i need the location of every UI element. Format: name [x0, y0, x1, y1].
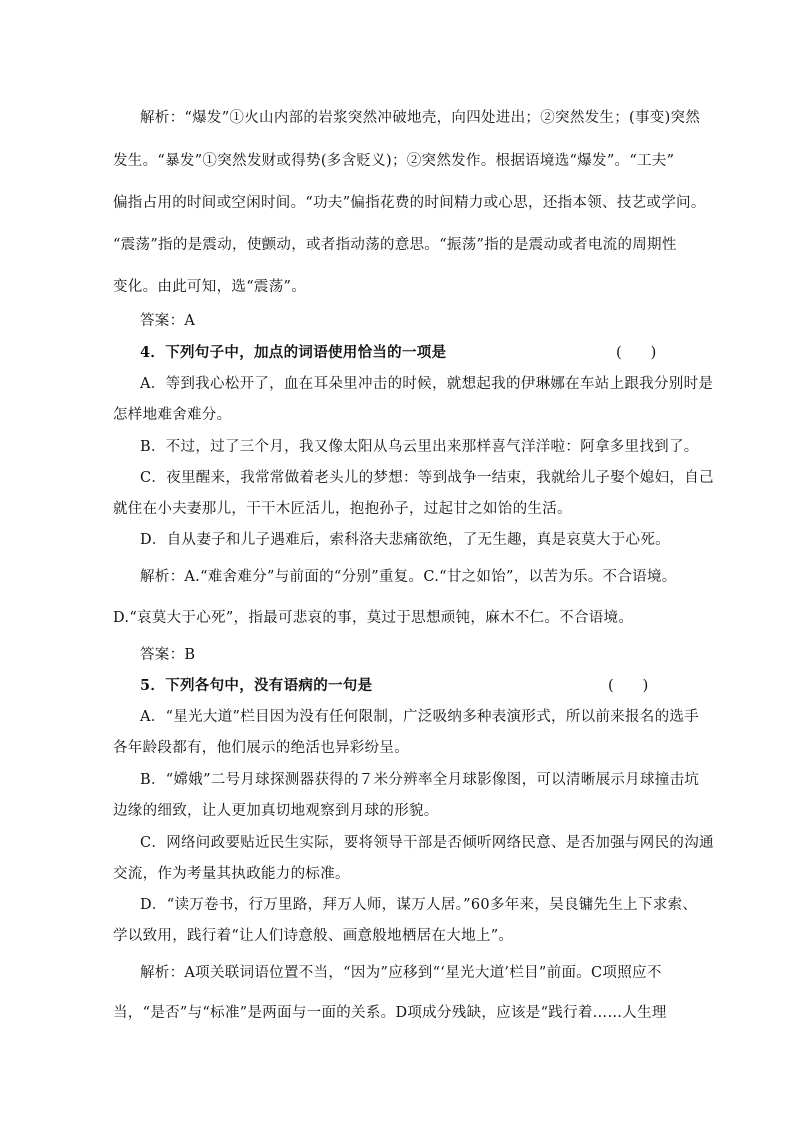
question-4-option-c-line-1: C．夜里醒来，我常常做着老头儿的梦想：等到战争一结束，我就给儿子娶个媳妇，自己 — [140, 470, 714, 486]
question-5-option-b-line-1: B．“嫦娥”二号月球探测器获得的７米分辨率全月球影像图，可以清晰展示月球撞击坑 — [140, 772, 700, 788]
question-5-option-d-line-1: D．“读万卷书，行万里路，拜万人师，谋万人居。”60多年来，吴良镛先生上下求索、 — [140, 897, 698, 913]
analysis-1-line-4: “震荡”指的是震动，使颤动，或者指动荡的意思。“振荡”指的是震动或者电流的周期性 — [113, 237, 677, 253]
question-5-option-a-line-2: 各年龄段都有，他们展示的绝活也异彩纷呈。 — [113, 740, 409, 756]
question-5-answer-paren: ( ) — [608, 678, 649, 694]
answer-1: 答案：A — [140, 313, 196, 329]
analysis-1-line-5: 变化。由此可知，选“震荡”。 — [113, 279, 307, 295]
question-4-option-a-line-2: 怎样地难舍难分。 — [113, 407, 232, 423]
question-4-option-a-line-1: A．等到我心松开了，血在耳朵里冲击的时候，就想起我的伊琳娜在车站上跟我分别时是 — [140, 376, 714, 392]
question-5-analysis-line-1: 解析：A项关联词语位置不当，“因为”应移到“‘星光大道’栏目”前面。C项照应不 — [140, 965, 662, 981]
question-5-option-d-line-2: 学以致用，践行着“让人们诗意般、画意般地栖居在大地上”。 — [113, 928, 514, 944]
question-4-analysis-line-1: 解析：A.“难舍难分”与前面的“分别”重复。C.“甘之如饴”，以苦为乐。不合语境。 — [140, 569, 677, 585]
question-4-option-d: D．自从妻子和儿子遇难后，索科洛夫悲痛欲绝，了无生趣，真是哀莫大于心死。 — [140, 532, 670, 548]
analysis-1-line-3: 偏指占用的时间或空闲时间。“功夫”偏指花费的时间精力或心思，还指本领、技艺或学问。 — [113, 195, 706, 211]
question-5-option-a-line-1: A．“星光大道”栏目因为没有任何限制，广泛吸纳多种表演形式，所以前来报名的选手 — [140, 709, 699, 725]
analysis-1-line-2: 发生。“暴发”①突然发财或得势(多含贬义)；②突然发作。根据语境选“爆发”。“工夫” — [113, 153, 675, 169]
question-4-stem: 4．下列句子中，加点的词语使用恰当的一项是 — [140, 344, 447, 361]
question-4-option-b: B．不过，过了三个月，我又像太阳从乌云里出来那样喜气洋洋啦：阿拿多里找到了。 — [140, 439, 699, 455]
question-5-analysis-line-2: 当，“是否”与“标准”是两面与一面的关系。D项成分残缺，应该是“践行着……人生理 — [113, 1005, 667, 1021]
question-5-option-b-line-2: 边缘的细致，让人更加真切地观察到月球的形貌。 — [113, 803, 439, 819]
question-5-option-c-line-2: 交流，作为考量其执政能力的标准。 — [113, 866, 350, 882]
question-4-answer-paren: ( ) — [616, 345, 657, 361]
question-4-option-c-line-2: 就住在小夫妻那儿，干干木匠活儿，抱抱孙子，过起甘之如饴的生活。 — [113, 501, 572, 517]
question-5-option-c-line-1: C．网络问政要贴近民生实际，要将领导干部是否倾听网络民意、是否加强与网民的沟通 — [140, 835, 714, 851]
answer-4: 答案：B — [140, 647, 196, 663]
question-4-analysis-line-2: D.“哀莫大于心死”，指最可悲哀的事，莫过于思想顽钝，麻木不仁。不合语境。 — [113, 610, 634, 626]
question-5-stem: 5．下列各句中，没有语病的一句是 — [140, 677, 373, 694]
analysis-1-line-1: 解析：“爆发”①火山内部的岩浆突然冲破地壳，向四处进出；②突然发生；(事变)突然 — [140, 110, 701, 126]
